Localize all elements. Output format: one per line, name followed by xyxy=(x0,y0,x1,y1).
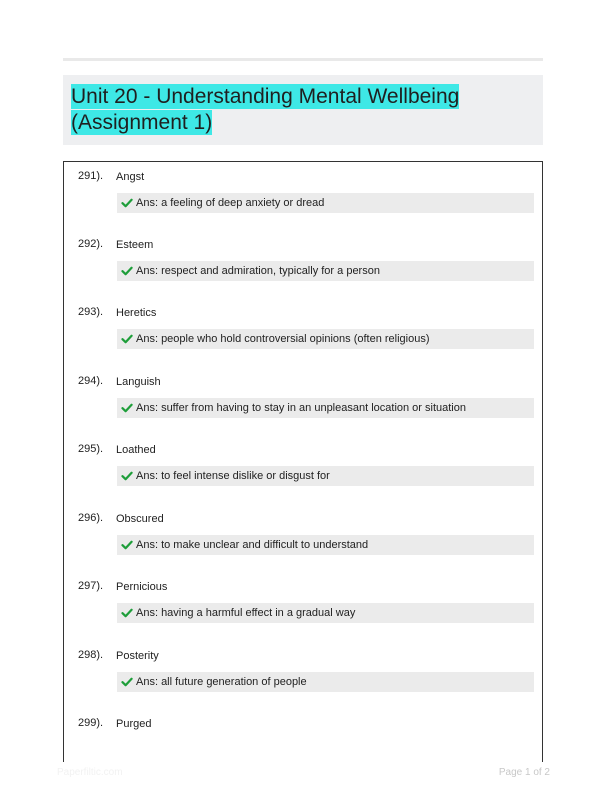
answer-box xyxy=(117,535,534,555)
checkmark-icon xyxy=(121,197,133,209)
question-term: Obscured xyxy=(116,513,164,525)
qa-item xyxy=(64,716,542,762)
question-number: 298). xyxy=(78,649,104,661)
qa-item xyxy=(64,442,542,510)
document-title xyxy=(71,84,511,136)
qa-list xyxy=(63,161,543,762)
footer-page-number: Page 1 of 2 xyxy=(498,767,550,778)
answer-text: Ans: suffer from having to stay in an unpleasant location or situation xyxy=(136,402,466,414)
answer-text: Ans: respect and admiration, typically for a person xyxy=(136,265,380,277)
qa-item xyxy=(64,169,542,237)
top-divider xyxy=(63,58,543,61)
qa-item xyxy=(64,648,542,716)
answer-box xyxy=(117,329,534,349)
answer-text: Ans: all future generation of people xyxy=(136,676,307,688)
title-banner xyxy=(63,75,543,145)
question-number: 294). xyxy=(78,375,104,387)
qa-item xyxy=(64,305,542,373)
question-term: Pernicious xyxy=(116,581,168,593)
footer-site-watermark: Paperfiltic.com xyxy=(57,767,123,778)
question-term: Esteem xyxy=(116,239,154,251)
qa-item xyxy=(64,579,542,647)
qa-item xyxy=(64,374,542,442)
answer-box xyxy=(117,603,534,623)
checkmark-icon xyxy=(121,607,133,619)
question-number: 292). xyxy=(78,238,104,250)
question-number: 295). xyxy=(78,443,104,455)
question-term: Loathed xyxy=(116,444,156,456)
checkmark-icon xyxy=(121,265,133,277)
question-number: 293). xyxy=(78,306,104,318)
answer-text: Ans: having a harmful effect in a gradual way xyxy=(136,607,356,619)
checkmark-icon xyxy=(121,676,133,688)
question-number: 297). xyxy=(78,580,104,592)
qa-item xyxy=(64,237,542,305)
question-term: Languish xyxy=(116,376,161,388)
answer-text: Ans: a feeling of deep anxiety or dread xyxy=(136,197,325,209)
question-term: Purged xyxy=(116,718,152,730)
checkmark-icon xyxy=(121,333,133,345)
answer-box xyxy=(117,193,534,213)
checkmark-icon xyxy=(121,402,133,414)
answer-box xyxy=(117,466,534,486)
answer-text: Ans: to make unclear and difficult to understand xyxy=(136,539,369,551)
question-number: 291). xyxy=(78,170,104,182)
answer-text: Ans: to feel intense dislike or disgust for xyxy=(136,470,330,482)
checkmark-icon xyxy=(121,539,133,551)
question-term: Heretics xyxy=(116,307,157,319)
question-term: Angst xyxy=(116,171,145,183)
document-title-text: Unit 20 - Understanding Mental Wellbeing (Assignment 1) xyxy=(71,85,460,134)
checkmark-icon xyxy=(121,470,133,482)
qa-item xyxy=(64,511,542,579)
answer-text: Ans: people who hold controversial opinions (often religious) xyxy=(136,333,430,345)
question-term: Posterity xyxy=(116,650,159,662)
answer-box xyxy=(117,398,534,418)
answer-box xyxy=(117,672,534,692)
answer-box xyxy=(117,261,534,281)
question-number: 299). xyxy=(78,717,104,729)
question-number: 296). xyxy=(78,512,104,524)
